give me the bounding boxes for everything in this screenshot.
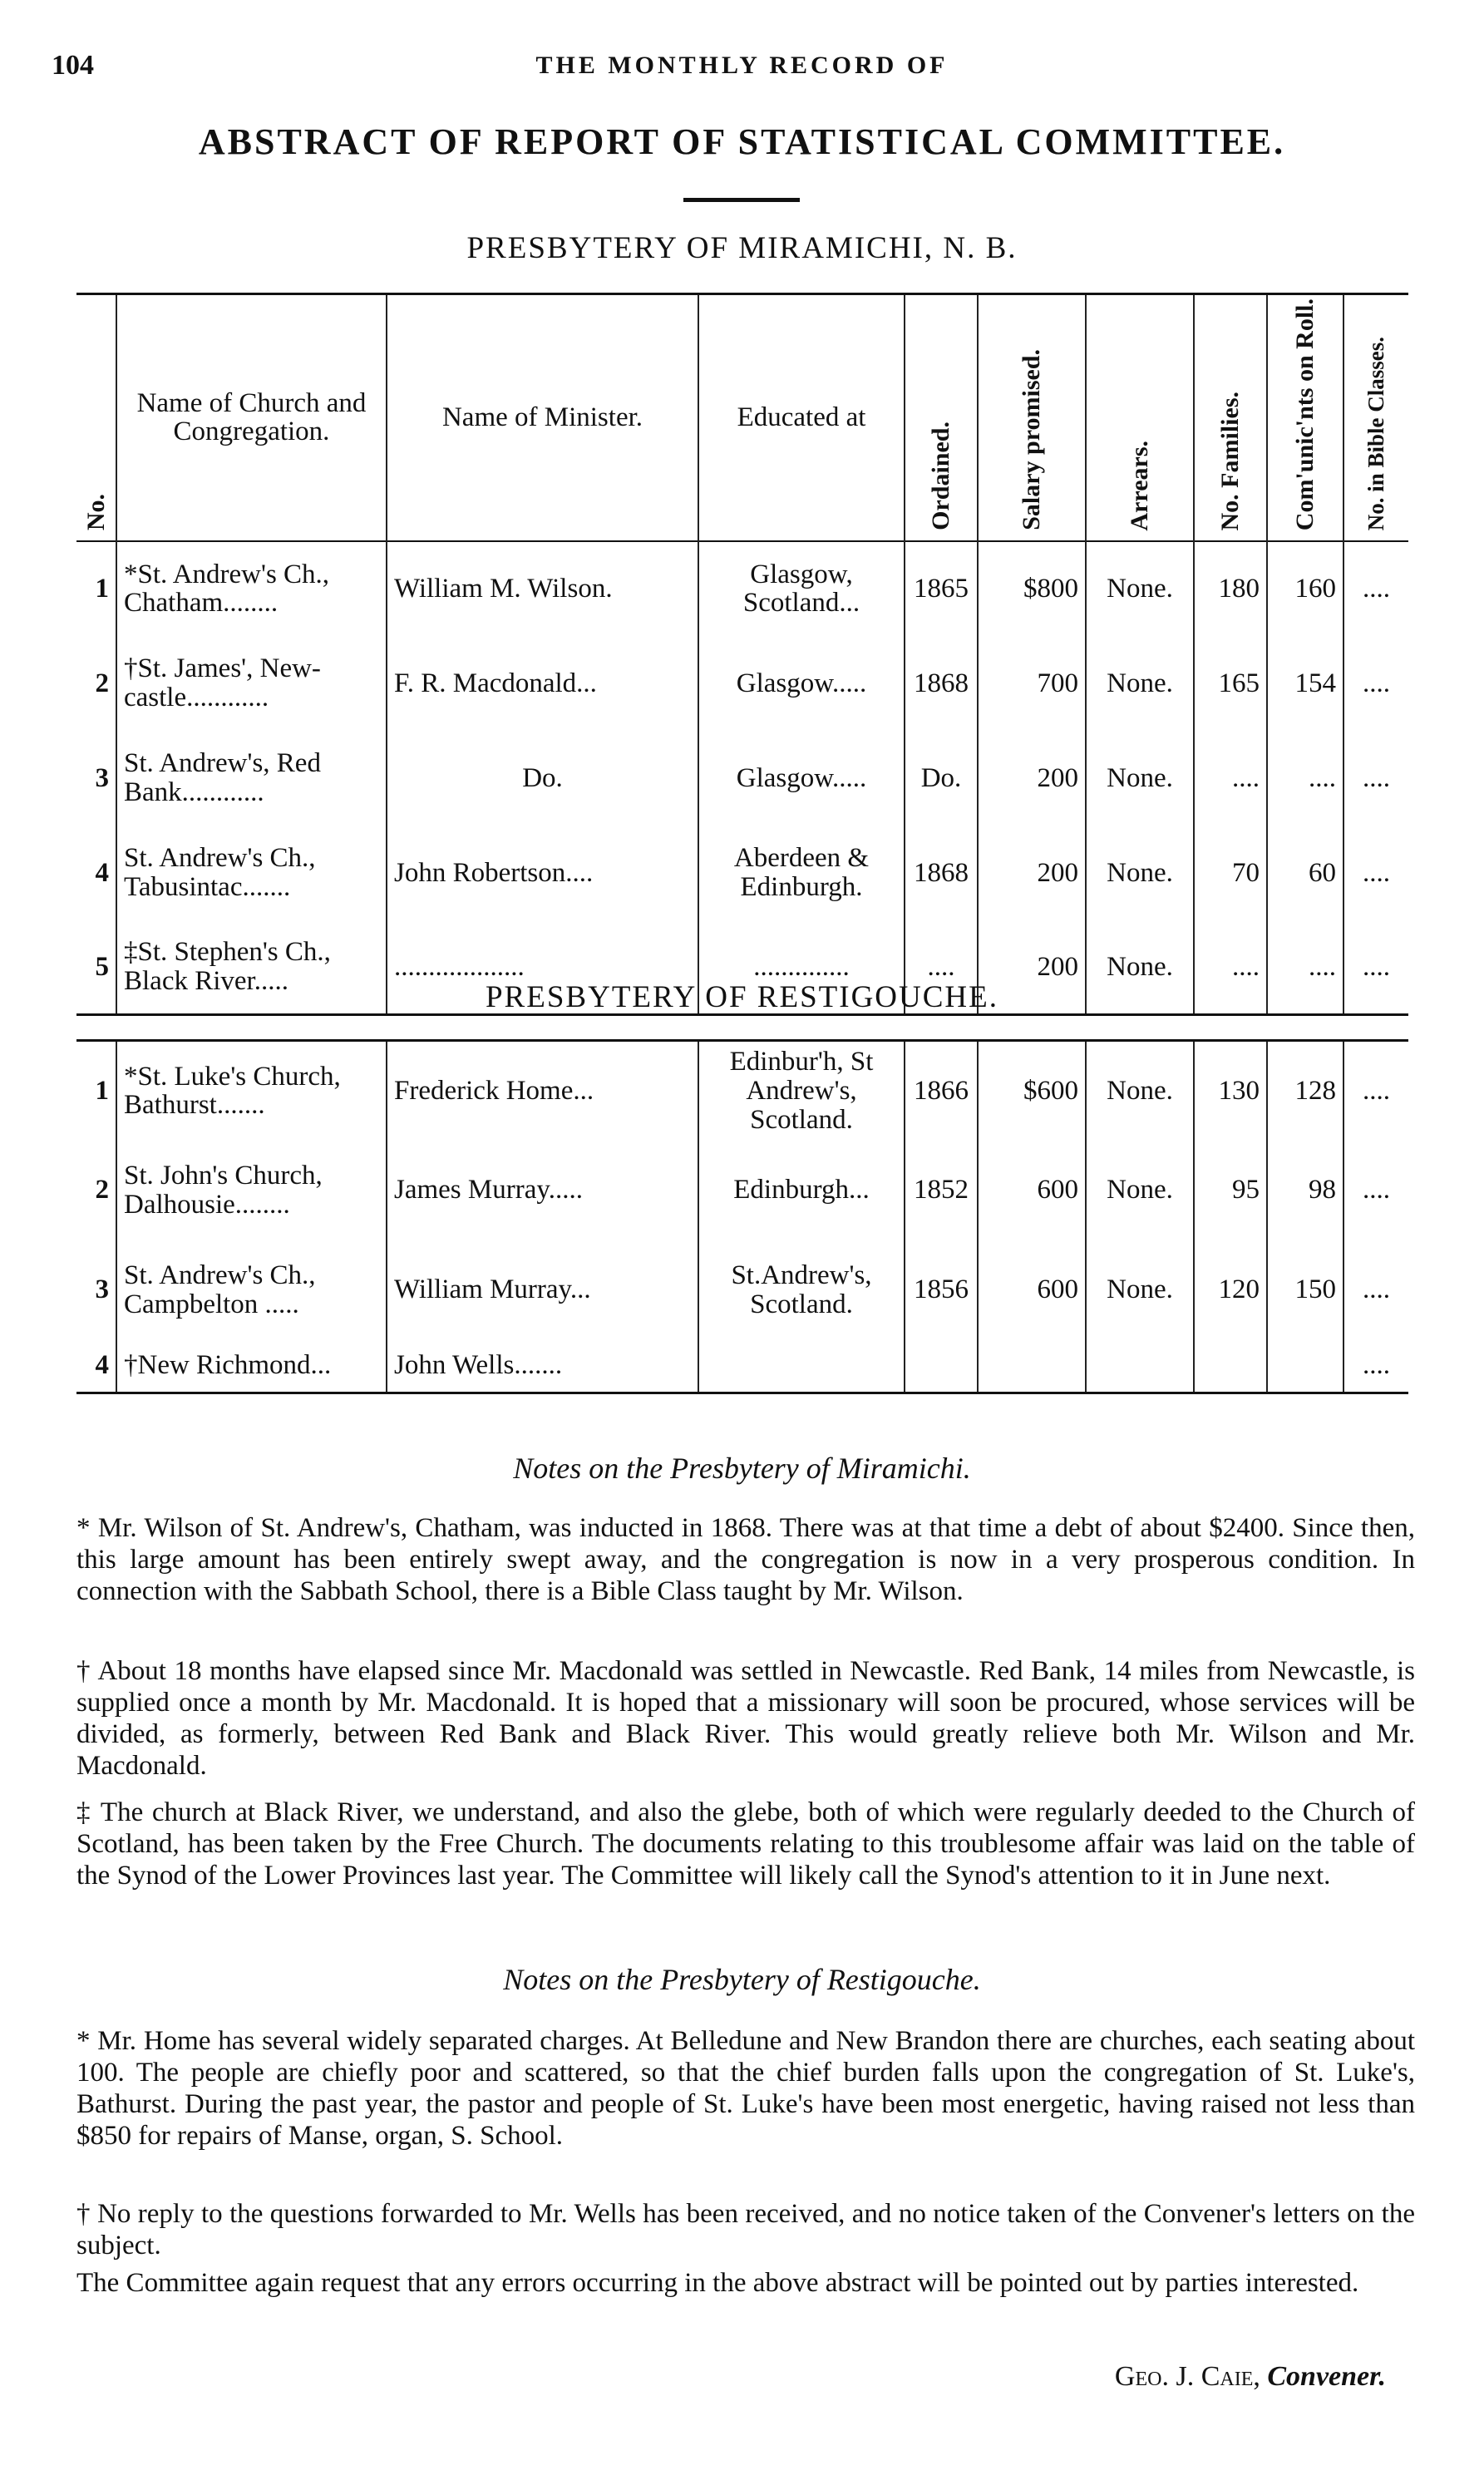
educated-at: St.Andrew's, Scotland. [698,1240,905,1340]
arrears: None. [1086,1141,1194,1240]
col-header-arrears: Arrears. [1086,294,1194,541]
arrears: None. [1086,541,1194,636]
signature-role: Convener. [1267,2361,1386,2392]
church-name: St. Andrew's Ch., Campbelton ..... [116,1240,387,1340]
page-number: 104 [52,50,94,81]
col-header-families: No. Families. [1194,294,1267,541]
ordained-year: 1868 [905,826,978,920]
row-number: 4 [95,857,109,888]
salary-promised: 200 [978,731,1086,826]
row-number: 3 [95,1274,109,1305]
church-name: St. Andrew's, Red Bank............ [116,731,387,826]
presbytery-miramichi-title: PRESBYTERY OF MIRAMICHI, N. B. [466,231,1018,265]
minister-name: John Wells....... [387,1340,698,1393]
salary-promised [978,1340,1086,1393]
arrears: None. [1086,1240,1194,1340]
salary-promised: 700 [978,636,1086,731]
bible-class-count: .... [1343,541,1408,636]
educated-at: Glasgow..... [698,731,905,826]
communicants-count: .... [1267,920,1343,1015]
communicants-count: .... [1267,731,1343,826]
note-paragraph: † No reply to the questions forwarded to Mr. Wells has been received, and no notice taken of the Convener's letters on the subject. [76,2199,1415,2260]
row-number: 3 [95,762,109,793]
families-count: 70 [1194,826,1267,920]
communicants-count: 150 [1267,1240,1343,1340]
signature [1115,2361,1386,2393]
minister-name: William M. Wilson. [387,541,698,636]
col-header-bible: No. in Bible Classes. [1343,294,1408,541]
educated-at: Aberdeen & Edinburgh. [698,826,905,920]
ordained-year: Do. [905,731,978,826]
col-header-educated: Educated at [698,294,905,541]
notes-restigouche-heading: Notes on the Presbytery of Restigouche. [503,1963,981,1996]
salary-promised: $600 [978,1041,1086,1141]
families-count: 165 [1194,636,1267,731]
salary-promised: $800 [978,541,1086,636]
table-row [76,541,1408,636]
church-name: *St. Andrew's Ch., Chatham........ [116,541,387,636]
table-row [76,826,1408,920]
bible-class-count: .... [1343,826,1408,920]
bible-class-count: .... [1343,1041,1408,1141]
arrears [1086,1340,1194,1393]
note-paragraph: † About 18 months have elapsed since Mr. Macdonald was settled in Newcastle. Red Bank, 14 miles from Newcastle, is supplied once a month by Mr. Macdonald. It is hoped that a missionary will soon be procured, whose services will be divided, as formerly, between Red Bank and Black River. This would greatly relieve both Mr. Wilson and Mr. Macdonald. [76,1656,1415,1781]
col-header-church: Name of Church and Congregation. [116,294,387,541]
table-row [76,1240,1408,1340]
communicants-count: 154 [1267,636,1343,731]
salary-promised: 600 [978,1240,1086,1340]
row-number: 1 [95,574,109,604]
ordained-year: 1868 [905,636,978,731]
minister-name: ................... [387,920,698,1015]
minister-name: William Murray... [387,1240,698,1340]
notes-miramichi-heading: Notes on the Presbytery of Miramichi. [513,1452,971,1485]
table-row [76,731,1408,826]
col-header-ordained: Ordained. [905,294,978,541]
table-header-row [76,294,1408,541]
bible-class-count: .... [1343,1141,1408,1240]
families-count: .... [1194,731,1267,826]
families-count: 180 [1194,541,1267,636]
table-row [76,1340,1408,1393]
communicants-count: 128 [1267,1041,1343,1141]
communicants-count [1267,1340,1343,1393]
communicants-count: 60 [1267,826,1343,920]
church-name: †New Richmond... [116,1340,387,1393]
minister-name: John Robertson.... [387,826,698,920]
signature-name: Geo. J. Caie, [1114,2361,1260,2392]
educated-at: Glasgow..... [698,636,905,731]
families-count: 95 [1194,1141,1267,1240]
families-count: .... [1194,920,1267,1015]
table-row [76,1041,1408,1141]
ordained-year: 1866 [905,1041,978,1141]
church-name: †St. James', New-castle............ [116,636,387,731]
minister-name: Do. [387,731,698,826]
ordained-year: 1865 [905,541,978,636]
church-name: ‡St. Stephen's Ch., Black River..... [116,920,387,1015]
educated-at: .............. [698,920,905,1015]
ordained-year: 1852 [905,1141,978,1240]
col-header-minister: Name of Minister. [387,294,698,541]
row-number: 1 [95,1075,109,1106]
note-paragraph: * Mr. Home has several widely separated charges. At Belledune and New Brandon there are churches, each seating about 100. The people are chiefly poor and scattered, so that the chief burden falls upon the congregation of St. Luke's, Bathurst. During the past year, the pastor and people of St. Luke's have been most energetic, having raised not less than $850 for repairs of Manse, organ, S. School. [76,2026,1415,2151]
bible-class-count: .... [1343,920,1408,1015]
row-number: 2 [95,1175,109,1205]
educated-at: Edinburgh... [698,1141,905,1240]
arrears: None. [1086,920,1194,1015]
salary-promised: 200 [978,826,1086,920]
educated-at [698,1340,905,1393]
table-row [76,1141,1408,1240]
bible-class-count: .... [1343,731,1408,826]
bible-class-count: .... [1343,1340,1408,1393]
note-paragraph: * Mr. Wilson of St. Andrew's, Chatham, was inducted in 1868. There was at that time a debt of about $2400. Since then, this large amount has been entirely swept away, and the congregation is now in a very prosperous condition. In connection with the Sabbath School, there is a Bible Class taught by Mr. Wilson. [76,1513,1415,1606]
col-header-salary: Salary promised. [978,294,1086,541]
salary-promised: 600 [978,1141,1086,1240]
presbytery-restigouche-title: PRESBYTERY OF RESTIGOUCHE. [485,980,998,1014]
arrears: None. [1086,731,1194,826]
arrears: None. [1086,1041,1194,1141]
minister-name: Frederick Home... [387,1041,698,1141]
row-number: 5 [95,951,109,982]
families-count [1194,1340,1267,1393]
note-paragraph: The Committee again request that any errors occurring in the above abstract will be pointed out by parties interested. [76,2268,1359,2298]
educated-at: Glasgow, Scotland... [698,541,905,636]
communicants-count: 160 [1267,541,1343,636]
page-title: ABSTRACT OF REPORT OF STATISTICAL COMMITTEE. [198,121,1286,162]
educated-at: Edinbur'h, St Andrew's, Scotland. [698,1041,905,1141]
bible-class-count: .... [1343,1240,1408,1340]
bible-class-count: .... [1343,636,1408,731]
church-name: St. John's Church, Dalhousie........ [116,1141,387,1240]
title-rule [683,198,800,202]
church-name: *St. Luke's Church, Bathurst....... [116,1041,387,1141]
col-header-communicants: Com'unic'nts on Roll. [1267,294,1343,541]
minister-name: F. R. Macdonald... [387,636,698,731]
communicants-count: 98 [1267,1141,1343,1240]
salary-promised: 200 [978,920,1086,1015]
table-row [76,636,1408,731]
row-number: 2 [95,668,109,698]
families-count: 120 [1194,1240,1267,1340]
church-name: St. Andrew's Ch., Tabusintac....... [116,826,387,920]
restigouche-table [76,1039,1408,1394]
note-paragraph: ‡ The church at Black River, we understand, and also the glebe, both of which were regularly deeded to the Church of Scotland, has been taken by the Free Church. The documents relating to this troublesome affair was laid on the table of the Synod of the Lower Provinces last year. The Committee will likely call the Synod's attention to it in June next. [76,1797,1415,1891]
miramichi-table [76,293,1408,1016]
ordained-year: 1856 [905,1240,978,1340]
row-number: 4 [95,1350,109,1381]
arrears: None. [1086,636,1194,731]
ordained-year: .... [905,920,978,1015]
ordained-year [905,1340,978,1393]
col-header-no: No. [82,494,110,531]
families-count: 130 [1194,1041,1267,1141]
arrears: None. [1086,826,1194,920]
running-head: THE MONTHLY RECORD OF [535,52,949,79]
minister-name: James Murray..... [387,1141,698,1240]
